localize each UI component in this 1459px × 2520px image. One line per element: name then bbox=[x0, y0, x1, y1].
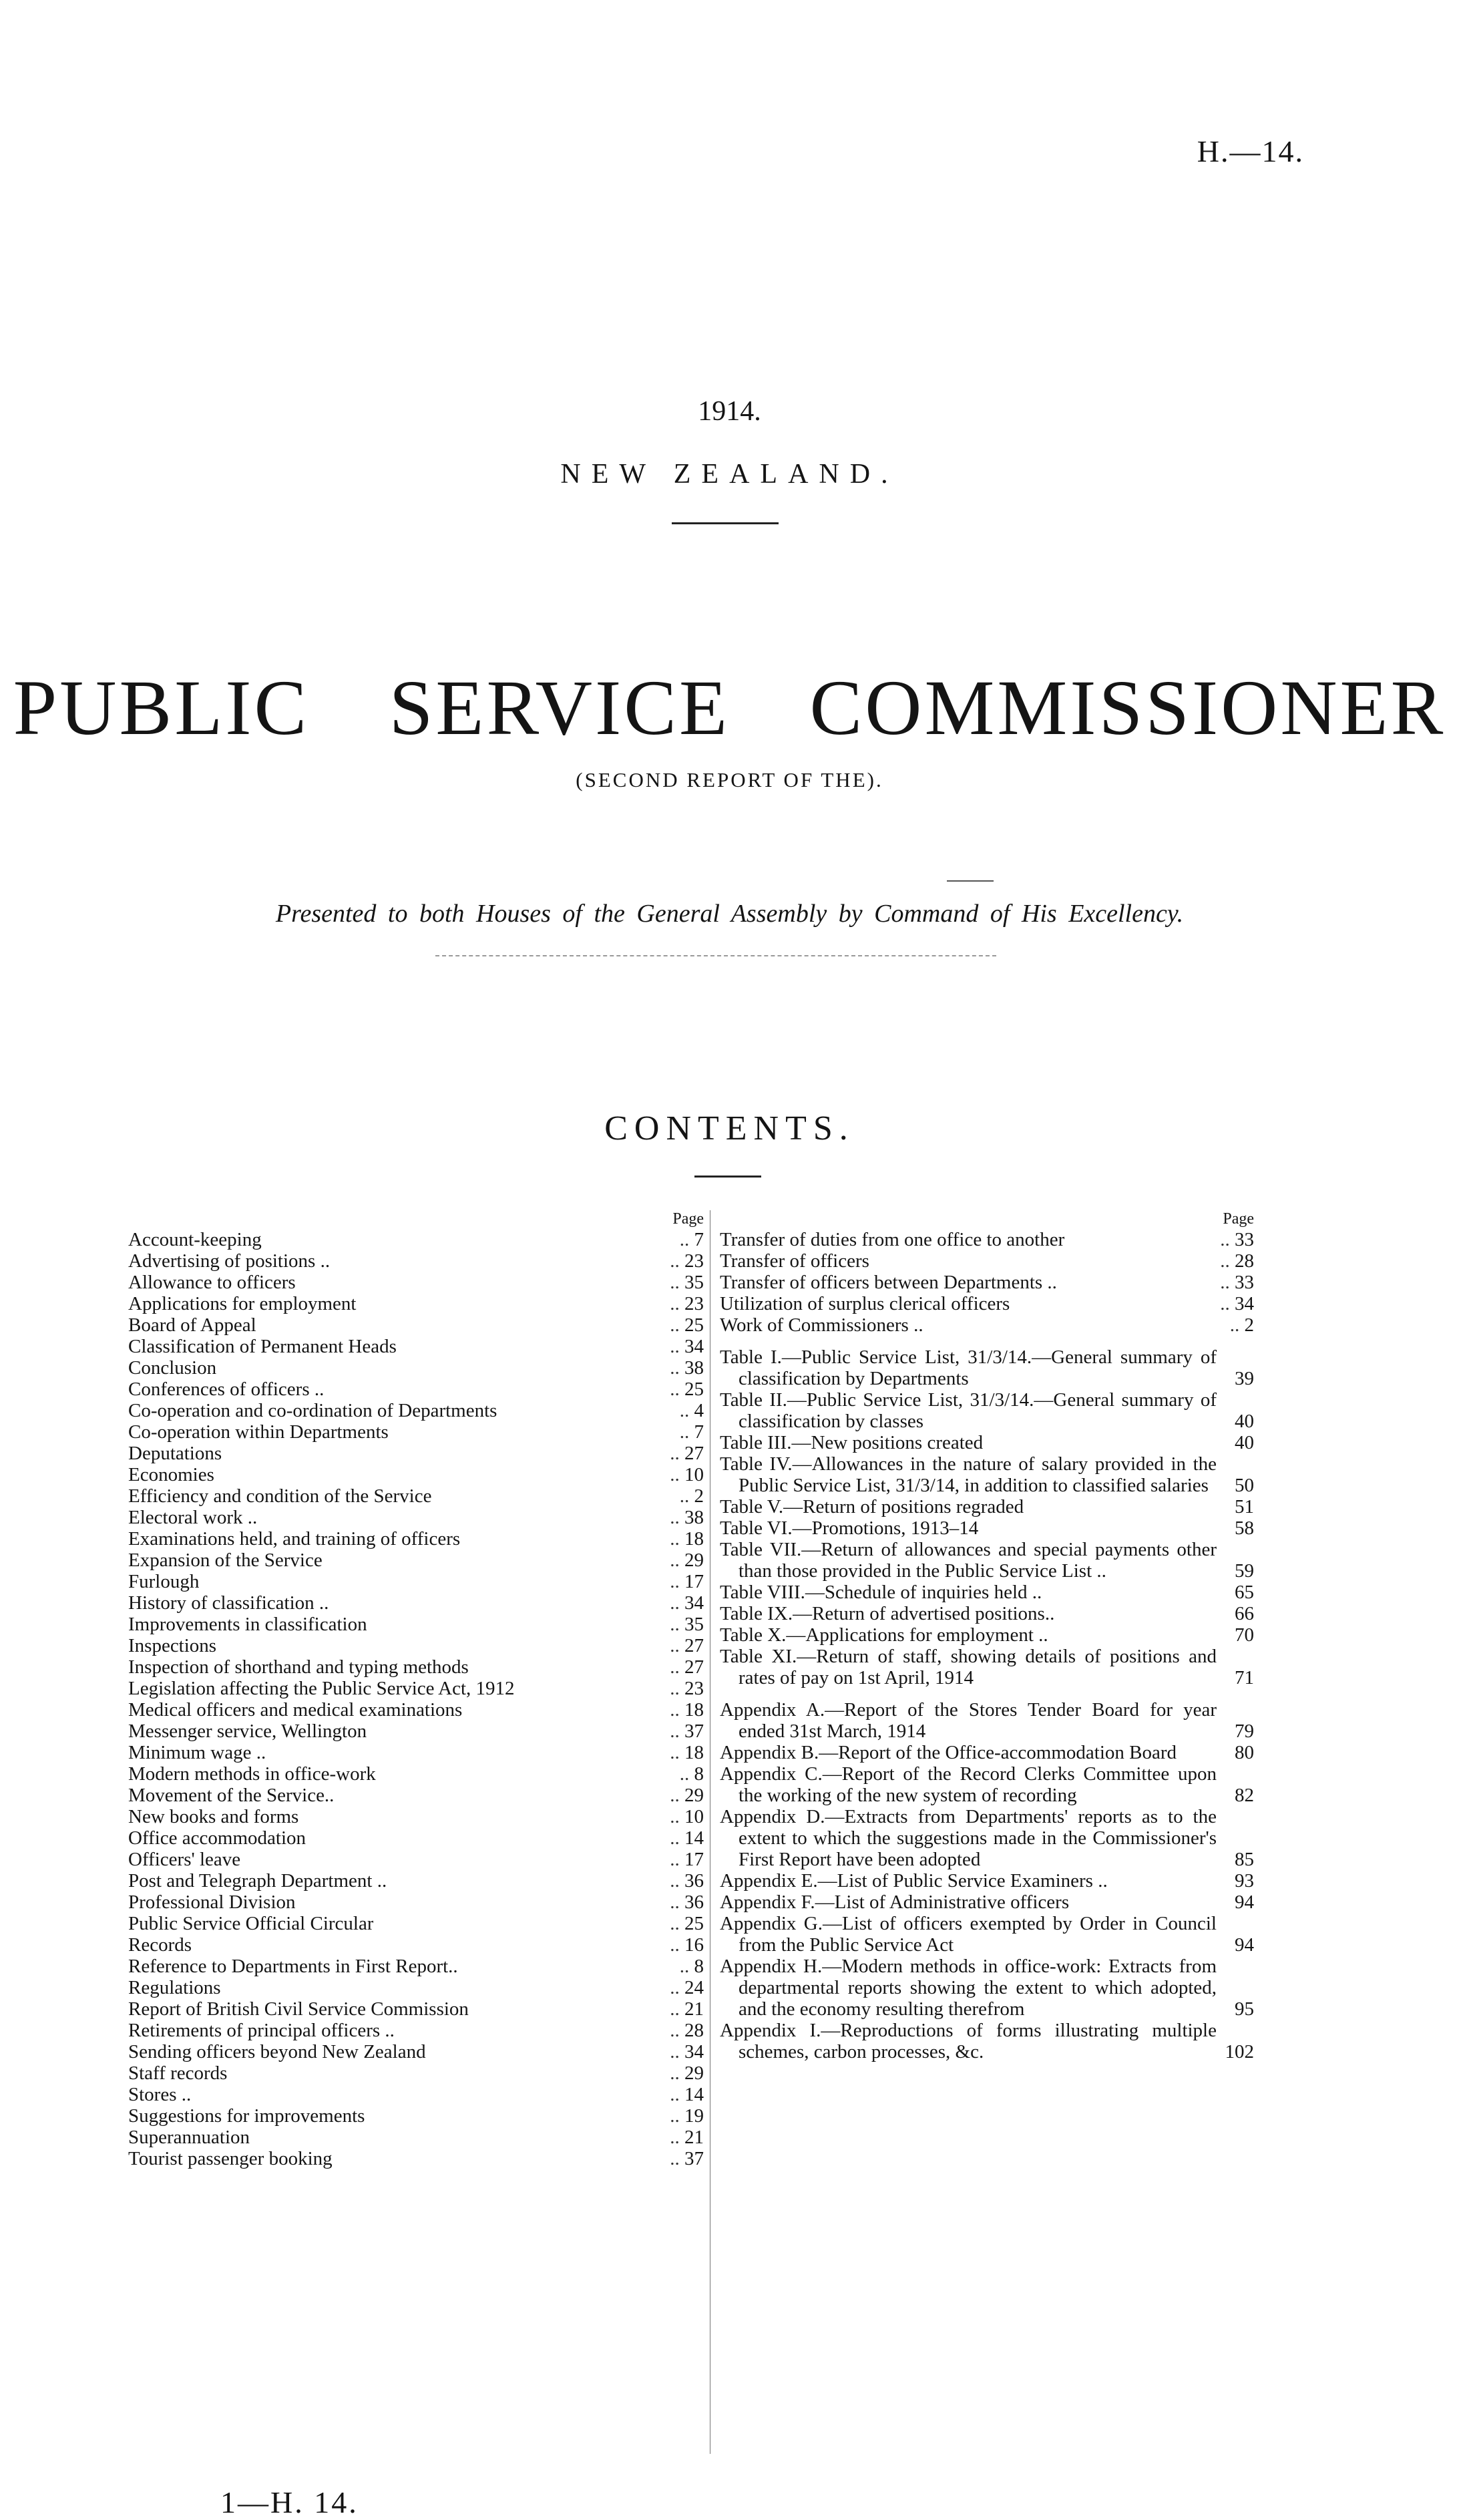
contents-entry bbox=[128, 2084, 704, 2105]
contents-entry bbox=[128, 1507, 704, 1528]
contents-entry bbox=[128, 1336, 704, 1357]
contents-left-column bbox=[128, 1208, 704, 2169]
entry-title: Economies bbox=[128, 1464, 214, 1485]
entry-page-number: .. 23 bbox=[662, 1250, 704, 1272]
entry-title: Tourist passenger booking bbox=[128, 2148, 333, 2169]
entry-page-number: 94 bbox=[1235, 1934, 1254, 1956]
entry-page-number: 79 bbox=[1235, 1721, 1254, 1742]
entry-page-number: .. 21 bbox=[662, 1998, 704, 2020]
entry-title: Appendix I.—Reproductions of forms illustrating multiple schemes, carbon processes, &c. bbox=[720, 2020, 1217, 2062]
divider bbox=[947, 880, 994, 882]
entry-page-number: .. 19 bbox=[662, 2105, 704, 2127]
contents-entry bbox=[128, 1635, 704, 1656]
entry-title: Transfer of officers bbox=[720, 1250, 869, 1272]
entry-page-number: 71 bbox=[1235, 1667, 1254, 1688]
entry-page-number: .. 16 bbox=[662, 1934, 704, 1956]
contents-entry bbox=[128, 1400, 704, 1421]
presentation-statement: Presented to both Houses of the General Assembly by Command of His Excellency. bbox=[275, 900, 1184, 928]
contents-entry bbox=[128, 2062, 704, 2084]
entry-page-number: .. 2 bbox=[1222, 1314, 1254, 1336]
contents-entry bbox=[128, 2020, 704, 2041]
entry-title: Stores .. bbox=[128, 2084, 192, 2105]
entry-page-number: .. 34 bbox=[662, 1336, 704, 1357]
contents-entry bbox=[720, 1603, 1254, 1624]
entry-page-number: 85 bbox=[1235, 1849, 1254, 1870]
entry-page-number: .. 24 bbox=[662, 1977, 704, 1998]
entry-page-number: .. 38 bbox=[662, 1507, 704, 1528]
entry-page-number: 70 bbox=[1235, 1624, 1254, 1646]
contents-list-left bbox=[128, 1229, 704, 2169]
entry-title: Messenger service, Wellington bbox=[128, 1721, 367, 1742]
entry-page-number: .. 2 bbox=[672, 1485, 704, 1507]
contents-entry bbox=[720, 1913, 1254, 1956]
entry-title: Account-keeping bbox=[128, 1229, 262, 1250]
entry-page-number: .. 25 bbox=[662, 1314, 704, 1336]
contents-entry bbox=[128, 1314, 704, 1336]
entry-page-number: 40 bbox=[1235, 1432, 1254, 1453]
contents-entry bbox=[128, 2041, 704, 2062]
contents-list-appendices bbox=[720, 1699, 1254, 2062]
entry-title: Expansion of the Service bbox=[128, 1550, 323, 1571]
entry-page-number: 59 bbox=[1235, 1560, 1254, 1582]
entry-page-number: .. 7 bbox=[672, 1421, 704, 1443]
entry-title: Advertising of positions .. bbox=[128, 1250, 331, 1272]
entry-page-number: .. 21 bbox=[662, 2127, 704, 2148]
contents-entry bbox=[128, 1272, 704, 1293]
contents-entry bbox=[720, 1250, 1254, 1272]
entry-title: Public Service Official Circular bbox=[128, 1913, 374, 1934]
entry-title: Co-operation within Departments bbox=[128, 1421, 389, 1443]
entry-page-number: .. 34 bbox=[662, 2041, 704, 2062]
entry-title: Improvements in classification bbox=[128, 1614, 367, 1635]
entry-title: Appendix F.—List of Administrative officers bbox=[720, 1892, 1070, 1913]
entry-page-number: .. 18 bbox=[662, 1742, 704, 1763]
entry-page-number: .. 29 bbox=[662, 1550, 704, 1571]
entry-title: Table V.—Return of positions regraded bbox=[720, 1496, 1024, 1517]
entry-title: Post and Telegraph Department .. bbox=[128, 1870, 387, 1892]
contents-entry bbox=[128, 1656, 704, 1678]
entry-title: Appendix E.—List of Public Service Examiners .. bbox=[720, 1870, 1108, 1892]
contents-entry bbox=[720, 1229, 1254, 1250]
entry-page-number: .. 27 bbox=[662, 1635, 704, 1656]
entry-title: Appendix G.—List of officers exempted by Order in Council from the Public Service Act bbox=[720, 1913, 1217, 1956]
entry-page-number: .. 36 bbox=[662, 1870, 704, 1892]
entry-page-number: 95 bbox=[1235, 1998, 1254, 2020]
contents-entry bbox=[128, 1550, 704, 1571]
entry-title: Reference to Departments in First Report.. bbox=[128, 1956, 458, 1977]
contents-entry bbox=[128, 1742, 704, 1763]
page-column-label: Page bbox=[672, 1210, 704, 1228]
contents-entry bbox=[128, 1379, 704, 1400]
entry-page-number: .. 25 bbox=[662, 1379, 704, 1400]
entry-page-number: .. 34 bbox=[1212, 1293, 1254, 1314]
entry-title: History of classification .. bbox=[128, 1592, 329, 1614]
entry-title: Minimum wage .. bbox=[128, 1742, 266, 1763]
divider bbox=[694, 1176, 761, 1178]
entry-title: Examinations held, and training of officers bbox=[128, 1528, 461, 1550]
entry-page-number: 39 bbox=[1235, 1368, 1254, 1389]
contents-entry bbox=[128, 1571, 704, 1592]
contents-entry bbox=[128, 1592, 704, 1614]
entry-title: Efficiency and condition of the Service bbox=[128, 1485, 432, 1507]
entry-title: Appendix D.—Extracts from Departments' reports as to the extent to which the suggestions made in the Commissioner's First Report have been adopted bbox=[720, 1806, 1217, 1870]
contents-entry bbox=[128, 1293, 704, 1314]
contents-entry bbox=[128, 1763, 704, 1785]
entry-title: Superannuation bbox=[128, 2127, 250, 2148]
entry-page-number: .. 23 bbox=[662, 1678, 704, 1699]
contents-entry bbox=[128, 1464, 704, 1485]
entry-page-number: .. 35 bbox=[662, 1614, 704, 1635]
contents-entry bbox=[720, 1870, 1254, 1892]
contents-entry bbox=[128, 1250, 704, 1272]
entry-title: Table I.—Public Service List, 31/3/14.—General summary of classification by Departments bbox=[720, 1346, 1217, 1389]
spacer bbox=[720, 1688, 1254, 1699]
entry-page-number: .. 23 bbox=[662, 1293, 704, 1314]
page-subtitle: (SECOND REPORT OF THE). bbox=[576, 768, 883, 791]
contents-entry bbox=[720, 1389, 1254, 1432]
contents-entry bbox=[128, 1528, 704, 1550]
contents-entry bbox=[720, 1432, 1254, 1453]
contents-entry bbox=[128, 1827, 704, 1849]
entry-title: Board of Appeal bbox=[128, 1314, 256, 1336]
entry-title: Furlough bbox=[128, 1571, 200, 1592]
entry-page-number: .. 33 bbox=[1212, 1229, 1254, 1250]
contents-entry bbox=[128, 1614, 704, 1635]
entry-title: Suggestions for improvements bbox=[128, 2105, 365, 2127]
contents-entry bbox=[720, 1763, 1254, 1806]
entry-title: Regulations bbox=[128, 1977, 221, 1998]
entry-page-number: .. 18 bbox=[662, 1528, 704, 1550]
contents-entry bbox=[720, 1892, 1254, 1913]
entry-title: Table XI.—Return of staff, showing details of positions and rates of pay on 1st April, 1914 bbox=[720, 1646, 1217, 1688]
contents-entry bbox=[128, 1699, 704, 1721]
entry-page-number: 82 bbox=[1235, 1785, 1254, 1806]
contents-list-tables bbox=[720, 1346, 1254, 1688]
contents-entry bbox=[128, 1870, 704, 1892]
contents-entry bbox=[128, 1721, 704, 1742]
entry-title: Allowance to officers bbox=[128, 1272, 296, 1293]
entry-page-number: 94 bbox=[1235, 1892, 1254, 1913]
entry-page-number: .. 14 bbox=[662, 1827, 704, 1849]
contents-entry bbox=[128, 1678, 704, 1699]
divider bbox=[672, 522, 779, 524]
entry-page-number: .. 27 bbox=[662, 1443, 704, 1464]
contents-entry bbox=[128, 1357, 704, 1379]
contents-entry bbox=[128, 1913, 704, 1934]
entry-page-number: 93 bbox=[1235, 1870, 1254, 1892]
contents-entry bbox=[128, 1785, 704, 1806]
entry-page-number: .. 29 bbox=[662, 2062, 704, 2084]
entry-title: Office accommodation bbox=[128, 1827, 306, 1849]
entry-title: Utilization of surplus clerical officers bbox=[720, 1293, 1010, 1314]
contents-entry bbox=[720, 2020, 1254, 2062]
contents-entry bbox=[720, 1646, 1254, 1688]
entry-title: Work of Commissioners .. bbox=[720, 1314, 923, 1336]
entry-title: Medical officers and medical examinations bbox=[128, 1699, 463, 1721]
report-year: 1914. bbox=[698, 396, 761, 427]
entry-page-number: 80 bbox=[1235, 1742, 1254, 1763]
entry-title: Appendix H.—Modern methods in office-work: Extracts from departmental reports showing the extent to which adopted, and the economy resulting therefrom bbox=[720, 1956, 1217, 2020]
entry-title: Professional Division bbox=[128, 1892, 296, 1913]
contents-entry bbox=[720, 1517, 1254, 1539]
entry-page-number: .. 14 bbox=[662, 2084, 704, 2105]
contents-entry bbox=[720, 1346, 1254, 1389]
contents-entry bbox=[720, 1742, 1254, 1763]
entry-page-number: .. 4 bbox=[672, 1400, 704, 1421]
contents-entry bbox=[720, 1624, 1254, 1646]
entry-title: Table VI.—Promotions, 1913–14 bbox=[720, 1517, 979, 1539]
entry-page-number: .. 28 bbox=[1212, 1250, 1254, 1272]
contents-entry bbox=[128, 1421, 704, 1443]
document-reference: H.—14. bbox=[1197, 134, 1304, 168]
entry-title: Retirements of principal officers .. bbox=[128, 2020, 395, 2041]
contents-entry bbox=[720, 1272, 1254, 1293]
contents-entry bbox=[128, 1934, 704, 1956]
entry-page-number: .. 10 bbox=[662, 1806, 704, 1827]
entry-title: Transfer of officers between Departments .. bbox=[720, 1272, 1057, 1293]
entry-page-number: .. 35 bbox=[662, 1272, 704, 1293]
page-column-label: Page bbox=[1223, 1210, 1254, 1228]
entry-title: Table II.—Public Service List, 31/3/14.—General summary of classification by classes bbox=[720, 1389, 1217, 1432]
entry-title: Sending officers beyond New Zealand bbox=[128, 2041, 426, 2062]
entry-title: Conclusion bbox=[128, 1357, 217, 1379]
entry-page-number: .. 29 bbox=[662, 1785, 704, 1806]
entry-page-number: .. 8 bbox=[672, 1956, 704, 1977]
entry-title: Movement of the Service.. bbox=[128, 1785, 335, 1806]
entry-title: Modern methods in office-work bbox=[128, 1763, 376, 1785]
entry-page-number: .. 7 bbox=[672, 1229, 704, 1250]
entry-title: Table IX.—Return of advertised positions.. bbox=[720, 1603, 1055, 1624]
entry-page-number: 50 bbox=[1235, 1475, 1254, 1496]
entry-page-number: 51 bbox=[1235, 1496, 1254, 1517]
entry-title: Inspection of shorthand and typing methods bbox=[128, 1656, 469, 1678]
entry-title: Applications for employment bbox=[128, 1293, 357, 1314]
entry-page-number: .. 27 bbox=[662, 1656, 704, 1678]
entry-page-number: .. 34 bbox=[662, 1592, 704, 1614]
entry-page-number: .. 33 bbox=[1212, 1272, 1254, 1293]
entry-title: Officers' leave bbox=[128, 1849, 241, 1870]
entry-title: Classification of Permanent Heads bbox=[128, 1336, 397, 1357]
entry-title: Table III.—New positions created bbox=[720, 1432, 984, 1453]
entry-title: Records bbox=[128, 1934, 192, 1956]
contents-entry bbox=[128, 2148, 704, 2169]
entry-page-number: 58 bbox=[1235, 1517, 1254, 1539]
entry-page-number: .. 8 bbox=[672, 1763, 704, 1785]
contents-entry bbox=[128, 1485, 704, 1507]
entry-page-number: .. 25 bbox=[662, 1913, 704, 1934]
entry-page-number: .. 37 bbox=[662, 2148, 704, 2169]
contents-list-transfers bbox=[720, 1229, 1254, 1336]
spacer bbox=[720, 1336, 1254, 1346]
entry-title: Table VII.—Return of allowances and special payments other than those provided in the Public Service List .. bbox=[720, 1539, 1217, 1582]
entry-title: Appendix B.—Report of the Office-accommodation Board bbox=[720, 1742, 1177, 1763]
contents-entry bbox=[720, 1293, 1254, 1314]
contents-entry bbox=[720, 1453, 1254, 1496]
entry-title: Table X.—Applications for employment .. bbox=[720, 1624, 1048, 1646]
entry-title: Staff records bbox=[128, 2062, 228, 2084]
entry-page-number: 40 bbox=[1235, 1411, 1254, 1432]
entry-page-number: .. 37 bbox=[662, 1721, 704, 1742]
contents-entry bbox=[128, 1956, 704, 1977]
sheet-reference: 1—H. 14. bbox=[220, 2485, 359, 2519]
contents-entry bbox=[128, 1998, 704, 2020]
entry-title: Inspections bbox=[128, 1635, 217, 1656]
contents-entry bbox=[128, 1229, 704, 1250]
contents-entry bbox=[720, 1314, 1254, 1336]
entry-title: Appendix C.—Report of the Record Clerks Committee upon the working of the new system of recording bbox=[720, 1763, 1217, 1806]
country-heading: NEW ZEALAND. bbox=[560, 459, 899, 490]
contents-entry bbox=[720, 1956, 1254, 2020]
entry-title: Co-operation and co-ordination of Departments bbox=[128, 1400, 497, 1421]
entry-page-number: .. 38 bbox=[662, 1357, 704, 1379]
contents-entry bbox=[720, 1806, 1254, 1870]
entry-page-number: .. 36 bbox=[662, 1892, 704, 1913]
entry-title: Legislation affecting the Public Service Act, 1912 bbox=[128, 1678, 515, 1699]
page-title: PUBLIC SERVICE COMMISSIONER bbox=[13, 664, 1446, 751]
entry-page-number: 102 bbox=[1225, 2041, 1254, 2062]
contents-entry bbox=[128, 1849, 704, 1870]
contents-entry bbox=[720, 1699, 1254, 1742]
contents-entry bbox=[128, 1892, 704, 1913]
entry-title: Electoral work .. bbox=[128, 1507, 258, 1528]
contents-entry bbox=[128, 1443, 704, 1464]
contents-right-column bbox=[720, 1208, 1254, 2062]
contents-entry bbox=[128, 2105, 704, 2127]
entry-page-number: 66 bbox=[1235, 1603, 1254, 1624]
contents-entry bbox=[720, 1582, 1254, 1603]
divider bbox=[435, 955, 996, 956]
contents-entry bbox=[128, 2127, 704, 2148]
entry-title: Table VIII.—Schedule of inquiries held .. bbox=[720, 1582, 1042, 1603]
entry-title: Appendix A.—Report of the Stores Tender Board for year ended 31st March, 1914 bbox=[720, 1699, 1217, 1742]
entry-page-number: .. 17 bbox=[662, 1571, 704, 1592]
entry-page-number: 65 bbox=[1235, 1582, 1254, 1603]
entry-title: New books and forms bbox=[128, 1806, 299, 1827]
contents-entry bbox=[720, 1539, 1254, 1582]
entry-title: Deputations bbox=[128, 1443, 222, 1464]
contents-entry bbox=[720, 1496, 1254, 1517]
entry-page-number: .. 18 bbox=[662, 1699, 704, 1721]
entry-title: Table IV.—Allowances in the nature of salary provided in the Public Service List, 31/3/14, in addition to classified salaries bbox=[720, 1453, 1217, 1496]
entry-title: Report of British Civil Service Commission bbox=[128, 1998, 469, 2020]
contents-heading: CONTENTS. bbox=[604, 1109, 855, 1147]
entry-page-number: .. 28 bbox=[662, 2020, 704, 2041]
entry-title: Conferences of officers .. bbox=[128, 1379, 325, 1400]
entry-page-number: .. 17 bbox=[662, 1849, 704, 1870]
entry-page-number: .. 10 bbox=[662, 1464, 704, 1485]
contents-entry bbox=[128, 1977, 704, 1998]
entry-title: Transfer of duties from one office to another bbox=[720, 1229, 1065, 1250]
contents-entry bbox=[128, 1806, 704, 1827]
